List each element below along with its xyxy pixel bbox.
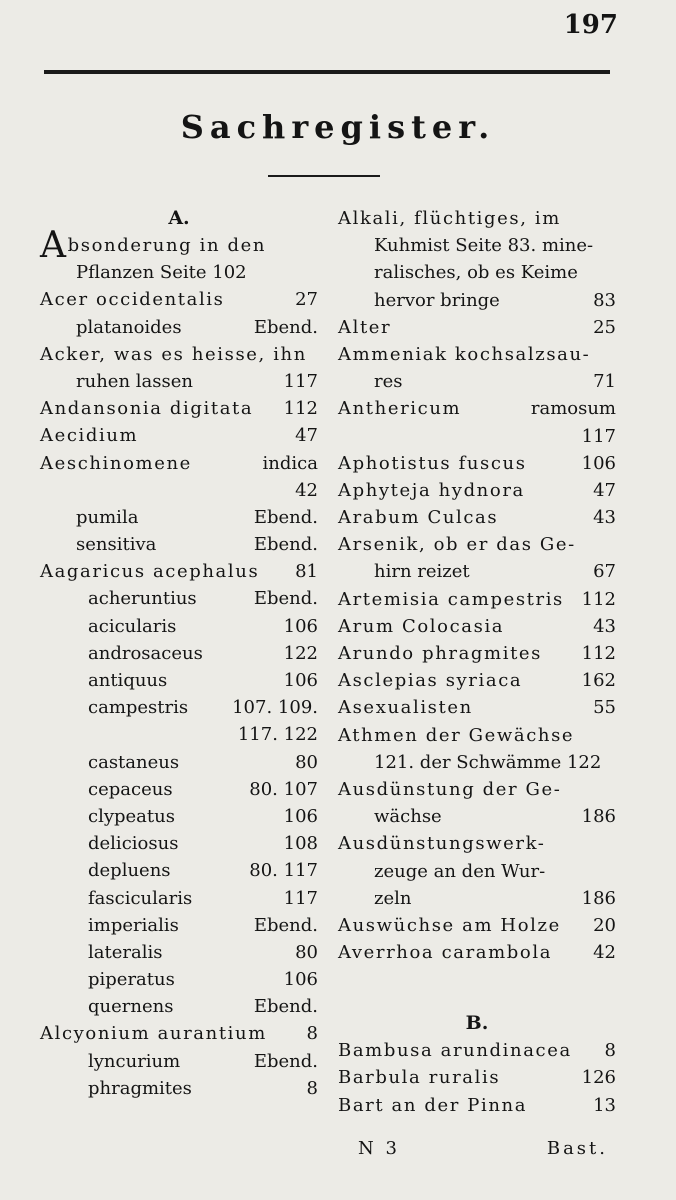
index-entry	[40, 1075, 318, 1102]
index-entry	[338, 858, 616, 885]
entry-term: hirn reizet	[374, 561, 470, 583]
index-entry	[338, 803, 616, 830]
entry-page-ref: 80. 117	[249, 860, 318, 882]
entry-term: quernens	[88, 996, 174, 1018]
index-entry	[40, 314, 318, 341]
entry-term: Asclepias syriaca	[338, 670, 523, 692]
index-entry	[338, 558, 616, 585]
index-entry	[40, 830, 318, 857]
index-entry	[40, 912, 318, 939]
entry-page-ref: ramosum	[530, 398, 616, 420]
section-heading: A.	[168, 207, 190, 229]
index-entry	[40, 749, 318, 776]
entry-term: Barbula ruralis	[338, 1067, 501, 1089]
entry-page-ref: 117	[283, 370, 318, 392]
index-entry	[40, 694, 318, 721]
entry-page-ref: Ebend.	[253, 316, 318, 338]
entry-page-ref: 8	[306, 1077, 318, 1099]
entry-term: castaneus	[88, 751, 180, 773]
entry-page-ref: 71	[593, 371, 616, 393]
index-entry	[338, 341, 616, 368]
entry-term: imperialis	[88, 914, 179, 936]
entry-page-ref: 117. 122	[237, 724, 318, 746]
index-entry	[40, 966, 318, 993]
index-entry	[338, 1064, 616, 1091]
entry-page-ref: 43	[593, 507, 616, 529]
entry-term: ruhen lassen	[76, 370, 193, 392]
entry-page-ref: 162	[581, 670, 616, 692]
index-entry	[338, 395, 616, 422]
entry-page-ref: 106	[283, 969, 318, 991]
index-entry	[338, 423, 616, 450]
entry-term: 121. der Schwämme 122	[374, 751, 602, 773]
entry-page-ref: 80	[295, 751, 318, 773]
entry-page-ref: 25	[593, 316, 616, 338]
entry-page-ref: 20	[593, 914, 616, 936]
entry-term: Auswüchse am Holze	[338, 914, 561, 936]
entry-page-ref: 47	[593, 479, 616, 501]
entry-term: hervor bringe	[374, 289, 500, 311]
entry-page-ref: 117	[283, 887, 318, 909]
index-entry	[40, 259, 318, 286]
entry-page-ref: 106	[581, 452, 616, 474]
entry-term: fascicularis	[88, 887, 193, 909]
entry-page-ref: Ebend.	[253, 996, 318, 1018]
index-column-right	[338, 205, 616, 1119]
entry-term: Ausdünstungswerk-	[338, 833, 546, 855]
index-entry	[338, 667, 616, 694]
entry-term: bsonderung in den	[67, 235, 267, 256]
drop-cap: A	[40, 225, 68, 266]
entry-page-ref: 83	[593, 289, 616, 311]
entry-page-ref: 106	[283, 615, 318, 637]
index-entry	[40, 558, 318, 585]
index-entry	[338, 776, 616, 803]
index-entry	[40, 450, 318, 477]
index-entry	[338, 640, 616, 667]
entry-term: phragmites	[88, 1077, 192, 1099]
entry-term: Arum Colocasia	[338, 615, 505, 637]
index-column-left	[40, 205, 318, 1102]
entry-page-ref: 122	[283, 642, 318, 664]
index-entry	[40, 667, 318, 694]
entry-term: acheruntius	[88, 588, 197, 610]
entry-term: Acer occidentalis	[40, 289, 225, 311]
entry-page-ref: 112	[581, 643, 616, 664]
entry-page-ref: Ebend.	[253, 588, 318, 610]
entry-term: ralisches, ob es Keime	[374, 262, 578, 284]
index-entry	[40, 1048, 318, 1075]
index-entry	[40, 993, 318, 1020]
entry-term: Aeschinomene	[40, 452, 192, 474]
entry-term: depluens	[88, 860, 171, 882]
entry-page-ref: 112	[283, 398, 318, 420]
index-entry	[40, 504, 318, 531]
index-entry	[40, 803, 318, 830]
index-entry	[40, 422, 318, 449]
index-entry	[338, 287, 616, 314]
index-entry	[338, 1092, 616, 1119]
title-rule	[268, 175, 380, 177]
entry-page-ref: 186	[581, 806, 616, 828]
entry-page-ref: Ebend.	[253, 534, 318, 556]
index-entry	[40, 613, 318, 640]
index-entry	[338, 722, 616, 749]
entry-page-ref: 8	[306, 1023, 318, 1045]
entry-term: Alcyonium aurantium	[40, 1023, 267, 1045]
entry-term: Alkali, flüchtiges, im	[338, 208, 561, 229]
entry-term: Aecidium	[40, 425, 139, 447]
index-entry	[338, 504, 616, 531]
entry-term: acicularis	[88, 615, 177, 637]
index-entry	[338, 912, 616, 939]
header-rule	[44, 70, 610, 74]
entry-page-ref: 126	[581, 1067, 616, 1089]
entry-term: Alter	[338, 316, 392, 338]
entry-term: piperatus	[88, 969, 175, 991]
index-entry	[338, 531, 616, 558]
index-entry	[40, 341, 318, 368]
entry-term: pumila	[76, 506, 139, 528]
index-entry	[40, 395, 318, 422]
entry-term: Asexualisten	[338, 697, 473, 719]
index-entry	[40, 1020, 318, 1047]
index-entry	[338, 450, 616, 477]
entry-term: cepaceus	[88, 778, 173, 800]
entry-page-ref: 80. 107	[249, 778, 318, 800]
catchword: Bast.	[546, 1138, 608, 1159]
entry-term: Pflanzen Seite 102	[76, 262, 247, 284]
entry-page-ref: 27	[295, 289, 318, 311]
entry-page-ref: 13	[593, 1094, 616, 1116]
entry-term: zeuge an den Wur-	[374, 860, 546, 882]
index-entry	[40, 640, 318, 667]
entry-term: Arsenik, ob er das Ge-	[338, 534, 576, 556]
index-entry	[40, 721, 318, 748]
entry-term: zeln	[374, 887, 412, 909]
entry-page-ref: 106	[283, 670, 318, 691]
entry-term: lateralis	[88, 941, 163, 963]
index-entry	[40, 939, 318, 966]
entry-page-ref: 186	[581, 887, 616, 909]
index-entry	[40, 477, 318, 504]
index-entry	[338, 314, 616, 341]
entry-term: res	[374, 371, 403, 393]
index-entry	[338, 694, 616, 721]
index-entry	[338, 477, 616, 504]
entry-page-ref: 42	[295, 479, 318, 501]
page-number: 197	[563, 10, 618, 40]
entry-term: Bambusa arundinacea	[338, 1040, 572, 1062]
entry-page-ref: 8	[604, 1040, 616, 1062]
entry-page-ref: 107. 109.	[232, 697, 318, 719]
page-footer	[358, 1138, 608, 1159]
index-entry	[338, 205, 616, 232]
index-entry	[338, 885, 616, 912]
entry-term: Averrhoa carambola	[338, 942, 553, 964]
entry-term: wächse	[374, 806, 442, 828]
index-entry	[338, 1037, 616, 1064]
index-entry	[338, 830, 616, 857]
index-entry	[40, 531, 318, 558]
entry-term: Ausdünstung der Ge-	[338, 778, 562, 800]
entry-term: antiquus	[88, 670, 168, 691]
entry-page-ref: Ebend.	[253, 506, 318, 528]
entry-term: Aagaricus acephalus	[40, 561, 260, 583]
entry-term: Bart an der Pinna	[338, 1094, 528, 1116]
index-entry	[338, 259, 616, 286]
entry-term: platanoides	[76, 316, 182, 338]
index-entry	[40, 885, 318, 912]
entry-page-ref: Ebend.	[253, 914, 318, 936]
entry-page-ref: 67	[593, 561, 616, 583]
index-entry	[40, 776, 318, 803]
index-entry	[338, 232, 616, 259]
entry-page-ref: 47	[295, 425, 318, 447]
index-entry	[338, 368, 616, 395]
entry-term: Athmen der Gewächse	[338, 724, 575, 746]
page-title: Sachregister.	[180, 108, 496, 146]
entry-page-ref: 108	[283, 833, 318, 855]
entry-term: Acker, was es heisse, ihn	[40, 343, 307, 365]
entry-page-ref: 81	[295, 561, 318, 583]
entry-term: sensitiva	[76, 534, 157, 556]
index-entry	[40, 857, 318, 884]
entry-page-ref: 43	[593, 615, 616, 637]
index-entry	[338, 966, 616, 1010]
index-entry	[338, 749, 616, 776]
entry-page-ref: 106	[283, 805, 318, 827]
entry-page-ref: 55	[593, 697, 616, 719]
index-entry	[338, 613, 616, 640]
entry-page-ref: Ebend.	[253, 1050, 318, 1072]
entry-page-ref: 80	[295, 941, 318, 963]
index-entry	[40, 585, 318, 612]
section-heading: B.	[465, 1012, 489, 1035]
entry-term: lyncurium	[88, 1050, 181, 1072]
entry-page-ref: indica	[262, 452, 318, 474]
entry-term: androsaceus	[88, 642, 203, 664]
index-entry	[40, 225, 318, 266]
entry-term: Artemisia campestris	[338, 588, 564, 610]
entry-term: Aphotistus fuscus	[338, 452, 527, 474]
entry-page-ref: 42	[593, 942, 616, 964]
index-entry	[338, 939, 616, 966]
index-entry	[40, 286, 318, 313]
signature-mark: N 3	[358, 1138, 400, 1159]
entry-term: Arundo phragmites	[338, 643, 542, 664]
entry-page-ref: 117	[581, 425, 616, 447]
entry-term: Ammeniak kochsalzsau-	[338, 343, 591, 365]
entry-term: Andansonia digitata	[40, 398, 254, 420]
entry-page-ref: 112	[581, 588, 616, 610]
index-entry	[40, 368, 318, 395]
entry-term: clypeatus	[88, 805, 175, 827]
entry-term: Aphyteja hydnora	[338, 479, 525, 501]
entry-term: Kuhmist Seite 83. mine-	[374, 235, 594, 257]
index-entry	[338, 586, 616, 613]
entry-term: Arabum Culcas	[338, 507, 499, 529]
entry-term: campestris	[88, 697, 189, 719]
entry-term: deliciosus	[88, 833, 179, 855]
entry-term: Anthericum	[338, 398, 462, 420]
